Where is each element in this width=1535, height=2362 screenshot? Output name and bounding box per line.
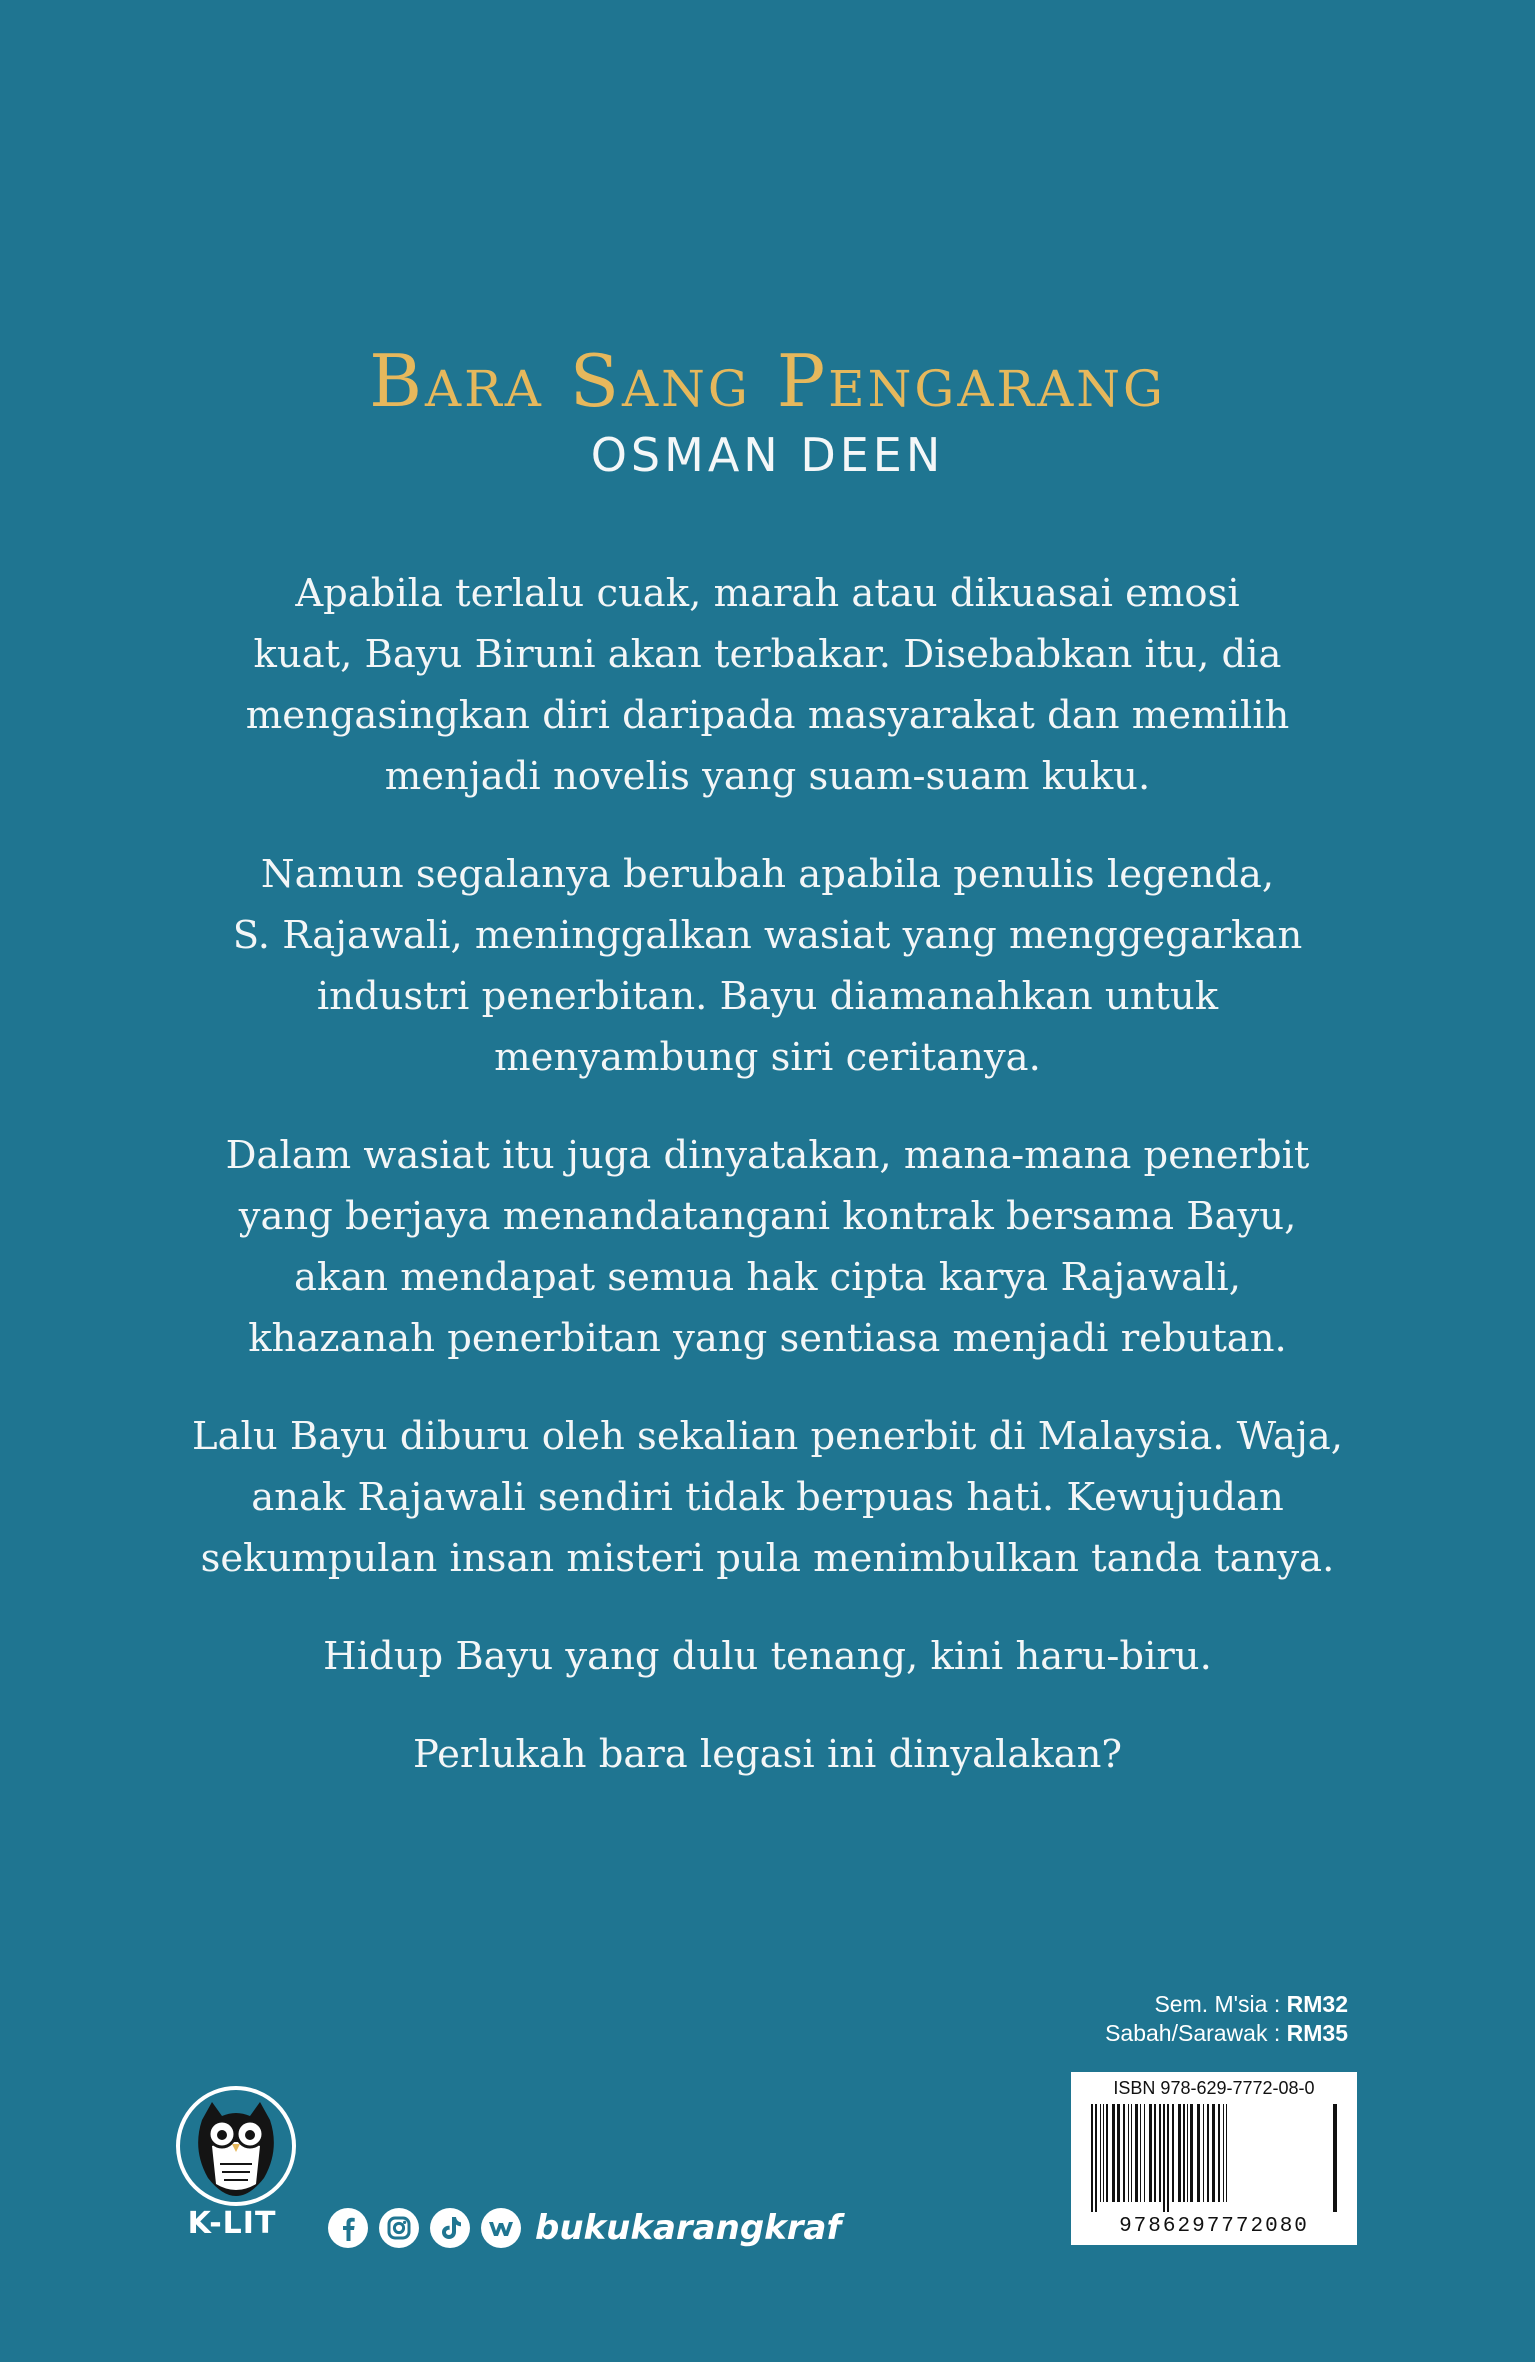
synopsis-line: kuat, Bayu Biruni akan terbakar. Disebabkan itu, dia — [253, 632, 1282, 677]
publisher-logo-label: K-LIT — [187, 2206, 277, 2241]
facebook-icon[interactable] — [327, 2207, 369, 2249]
synopsis-line: Lalu Bayu diburu oleh sekalian penerbit di Malaysia. Waja, — [192, 1414, 1343, 1459]
barcode-bar — [1128, 2104, 1129, 2202]
synopsis-paragraph — [180, 1125, 1355, 1369]
price-info — [1105, 1990, 1348, 2048]
synopsis-paragraph — [180, 1406, 1355, 1589]
synopsis-line: Namun segalanya berubah apabila penulis legenda, — [260, 852, 1275, 897]
synopsis-line: akan mendapat semua hak cipta karya Rajawali, — [294, 1255, 1241, 1300]
synopsis-line: industri penerbitan. Bayu diamanahkan untuk — [316, 974, 1219, 1019]
synopsis-line: menyambung siri ceritanya. — [494, 1035, 1041, 1080]
wattpad-icon[interactable] — [480, 2207, 522, 2249]
barcode-bar — [1212, 2104, 1215, 2202]
barcode-bar — [1218, 2104, 1220, 2202]
barcode-bar — [1117, 2104, 1120, 2202]
synopsis-line: sekumpulan insan misteri pula menimbulkan tanda tanya. — [200, 1536, 1335, 1581]
barcode-bar — [1131, 2104, 1132, 2202]
tiktok-icon[interactable] — [429, 2207, 471, 2249]
book-author: OSMAN DEEN — [590, 428, 945, 482]
price-value: RM35 — [1286, 2020, 1348, 2046]
barcode-digits: 9786297772080 — [1119, 2215, 1309, 2238]
barcode-bar — [1226, 2104, 1227, 2202]
isbn-barcode-box — [1071, 2072, 1357, 2245]
price-peninsular — [1105, 1990, 1348, 2019]
barcode-bar — [1172, 2104, 1174, 2202]
isbn-label: ISBN 978-629-7772-08-0 — [1113, 2078, 1315, 2098]
price-value: RM32 — [1286, 1991, 1348, 2017]
synopsis-line: Hidup Bayu yang dulu tenang, kini haru-biru. — [323, 1634, 1212, 1679]
barcode-bar — [1106, 2104, 1108, 2202]
barcode-bar — [1167, 2104, 1169, 2212]
barcode-bar — [1335, 2104, 1337, 2212]
book-title: Bara Sang Pengarang — [369, 339, 1166, 423]
barcode-bar — [1103, 2104, 1104, 2202]
synopsis-line: S. Rajawali, meninggalkan wasiat yang menggegarkan — [232, 913, 1303, 958]
synopsis-line: Perlukah bara legasi ini dinyalakan? — [412, 1732, 1123, 1777]
barcode-bar — [1154, 2104, 1156, 2202]
synopsis-line: mengasingkan diri daripada masyarakat dan memilih — [245, 693, 1290, 738]
barcode-bar — [1100, 2104, 1101, 2202]
barcode-bar — [1333, 2104, 1335, 2212]
synopsis-paragraph — [180, 1626, 1355, 1687]
barcode-bar — [1144, 2104, 1145, 2202]
barcode-bar — [1140, 2104, 1141, 2202]
instagram-icon[interactable] — [378, 2207, 420, 2249]
synopsis-line: khazanah penerbitan yang sentiasa menjadi rebutan. — [248, 1316, 1287, 1361]
social-handle[interactable]: bukukarangkraf — [535, 2208, 842, 2248]
barcode-bar — [1112, 2104, 1115, 2202]
barcode-bar — [1197, 2104, 1200, 2202]
price-label: Sem. M'sia : — [1154, 1991, 1287, 2017]
barcode-bar — [1207, 2104, 1209, 2202]
barcode-bar — [1190, 2104, 1193, 2202]
barcode-icon — [1089, 2104, 1339, 2212]
barcode-bar — [1159, 2104, 1161, 2202]
synopsis — [180, 563, 1355, 1822]
barcode-bar — [1091, 2104, 1093, 2212]
synopsis-line: yang berjaya menandatangani kontrak bersama Bayu, — [238, 1194, 1297, 1239]
barcode-bar — [1095, 2104, 1097, 2212]
synopsis-line: anak Rajawali sendiri tidak berpuas hati. Kewujudan — [251, 1475, 1284, 1520]
barcode-bar — [1187, 2104, 1188, 2202]
price-east — [1105, 2019, 1348, 2048]
synopsis-line: menjadi novelis yang suam-suam kuku. — [384, 754, 1151, 799]
synopsis-paragraph — [180, 1724, 1355, 1785]
synopsis-paragraph — [180, 844, 1355, 1088]
barcode-bar — [1135, 2104, 1138, 2202]
barcode-bar — [1223, 2104, 1224, 2202]
price-label: Sabah/Sarawak : — [1105, 2020, 1287, 2046]
barcode-bar — [1203, 2104, 1204, 2202]
synopsis-paragraph — [180, 563, 1355, 807]
owl-logo-icon — [172, 2080, 300, 2208]
barcode-bar — [1123, 2104, 1125, 2202]
synopsis-line: Dalam wasiat itu juga dinyatakan, mana-mana penerbit — [225, 1133, 1310, 1178]
barcode-bar — [1178, 2104, 1181, 2202]
barcode-bar — [1163, 2104, 1165, 2212]
social-media-bar — [327, 2205, 841, 2251]
barcode-bar — [1183, 2104, 1185, 2202]
synopsis-line: Apabila terlalu cuak, marah atau dikuasai emosi — [295, 571, 1240, 616]
barcode-bar — [1149, 2104, 1152, 2202]
